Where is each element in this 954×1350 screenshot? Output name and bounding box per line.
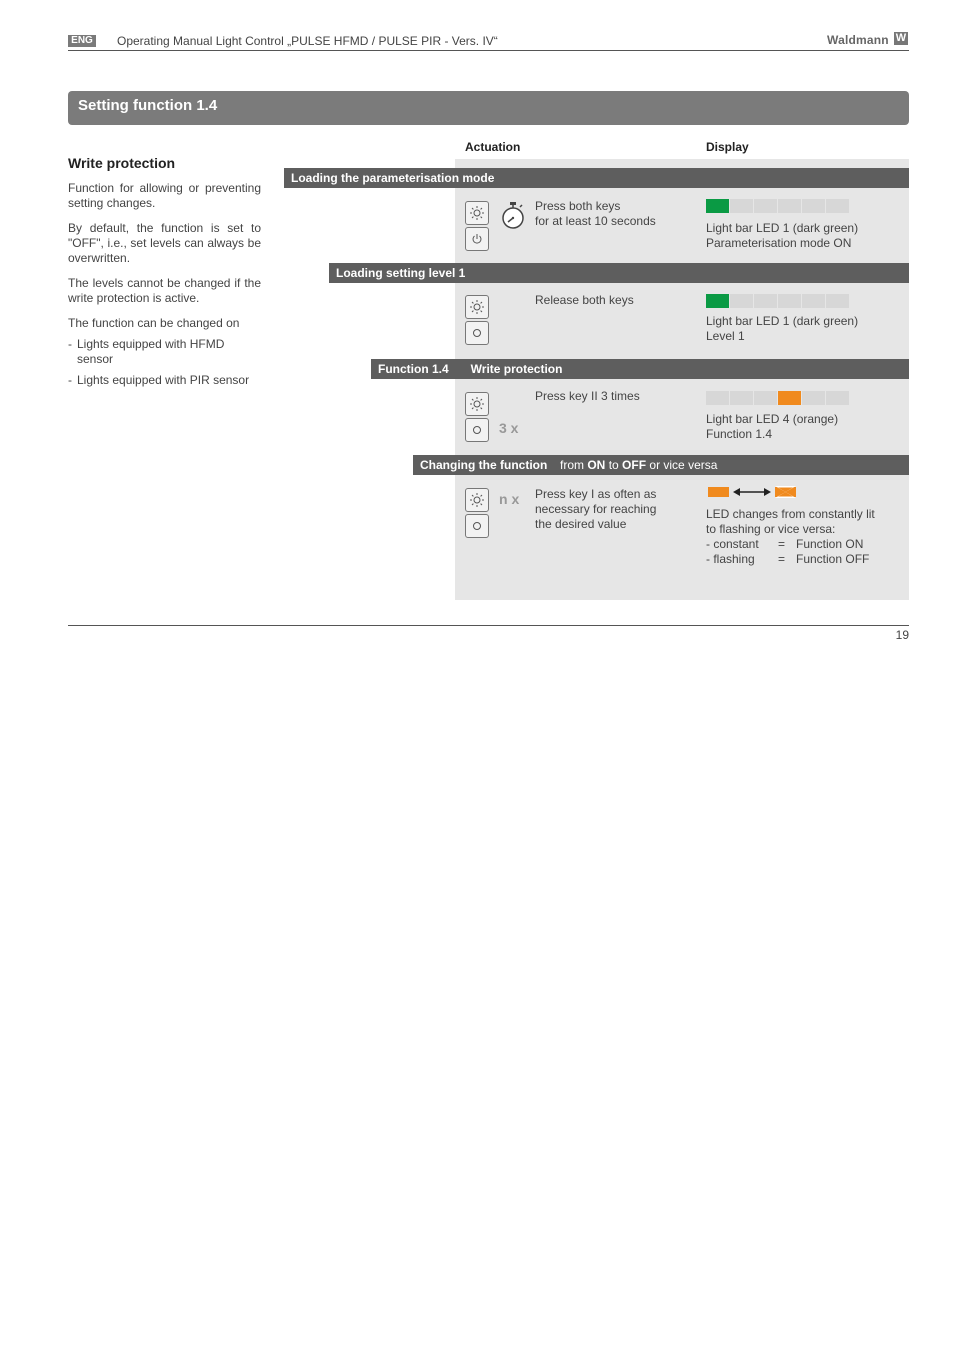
list-item: - Lights equipped with PIR sensor	[68, 373, 261, 388]
brightness-key-icon	[465, 295, 489, 319]
flashing-led-icon	[775, 486, 796, 498]
led-segment	[802, 199, 825, 213]
action-text: Press key I as often as necessary for reaching the desired value	[535, 487, 657, 531]
action-text: Press both keys for at least 10 seconds	[535, 199, 656, 228]
led-segment	[826, 294, 849, 308]
power-key-icon	[465, 321, 489, 345]
brightness-key-icon	[465, 392, 489, 416]
step-bar-function	[371, 359, 909, 379]
power-key-icon	[465, 418, 489, 442]
action-text: Release both keys	[535, 293, 634, 307]
sensor-list	[68, 337, 261, 388]
step-bar-changing-function: Changing the function from ON to OFF or vice versa	[413, 455, 909, 475]
led-bar	[706, 391, 850, 405]
led-segment	[730, 391, 753, 405]
description-heading: Write protection	[68, 155, 176, 171]
list-item: - Lights equipped with HFMD sensor	[68, 337, 261, 367]
brand-name: Waldmann	[827, 33, 889, 47]
led-segment	[826, 391, 849, 405]
description-paragraph: The levels cannot be changed if the write protection is active.	[68, 276, 261, 305]
header-rule	[68, 50, 909, 51]
description-paragraph: Function for allowing or preventing setting changes.	[68, 181, 261, 210]
display-text: Light bar LED 1 (dark green) Parameterisation mode ON	[706, 221, 859, 250]
led-segment	[778, 199, 801, 213]
display-text: Light bar LED 4 (orange) Function 1.4	[706, 412, 839, 441]
legend-row: - constant = Function ON	[706, 537, 864, 551]
power-key-icon	[465, 227, 489, 251]
led-segment	[778, 294, 801, 308]
section-title: Setting function 1.4	[68, 91, 909, 125]
brightness-key-icon	[465, 488, 489, 512]
keypad	[465, 392, 491, 444]
document-title: Operating Manual Light Control „PULSE HFMD / PULSE PIR - Vers. IV“	[117, 34, 498, 48]
led-segment	[778, 391, 801, 405]
led-bar	[706, 199, 850, 213]
function-number: Function 1.4	[378, 362, 449, 376]
led-segment	[706, 391, 729, 405]
led-segment	[802, 294, 825, 308]
function-name: Write protection	[470, 362, 563, 376]
left-description	[68, 156, 261, 393]
power-key-icon	[465, 514, 489, 538]
constant-led-icon	[708, 487, 729, 497]
brightness-key-icon	[465, 201, 489, 225]
led-segment	[802, 391, 825, 405]
led-segment	[826, 199, 849, 213]
action-text: Press key II 3 times	[535, 389, 640, 403]
description-paragraph: By default, the function is set to "OFF", i.e., set levels can always be overwritten.	[68, 221, 261, 265]
brand-logo-icon: W	[895, 32, 907, 44]
led-segment	[754, 199, 777, 213]
language-badge: ENG	[68, 35, 96, 47]
led-segment	[730, 199, 753, 213]
display-text: LED changes from constantly lit to flashing or vice versa: - constant = Function ON - flashing = Function OFF	[706, 507, 906, 567]
keypad	[465, 488, 491, 540]
display-text: Light bar LED 1 (dark green) Level 1	[706, 314, 859, 343]
press-count: 3 x	[499, 420, 519, 436]
press-count: n x	[499, 491, 520, 507]
led-segment	[754, 294, 777, 308]
led-segment	[730, 294, 753, 308]
led-transition	[706, 484, 802, 505]
description-paragraph: The function can be changed on	[68, 316, 240, 330]
step-bar-setting-level: Loading setting level 1	[329, 263, 909, 283]
led-segment	[706, 294, 729, 308]
led-bar	[706, 294, 850, 308]
column-header-display: Display	[706, 140, 749, 154]
stopwatch-icon	[500, 201, 526, 236]
footer-rule	[68, 625, 909, 626]
led-segment	[754, 391, 777, 405]
keypad	[465, 201, 491, 253]
step-bar-parameterisation: Loading the parameterisation mode	[284, 168, 909, 188]
keypad	[465, 295, 491, 347]
double-arrow-icon	[733, 488, 771, 496]
column-header-actuation: Actuation	[465, 140, 521, 154]
page-number: 19	[895, 628, 909, 642]
led-segment	[706, 199, 729, 213]
legend-row: - flashing = Function OFF	[706, 552, 870, 566]
